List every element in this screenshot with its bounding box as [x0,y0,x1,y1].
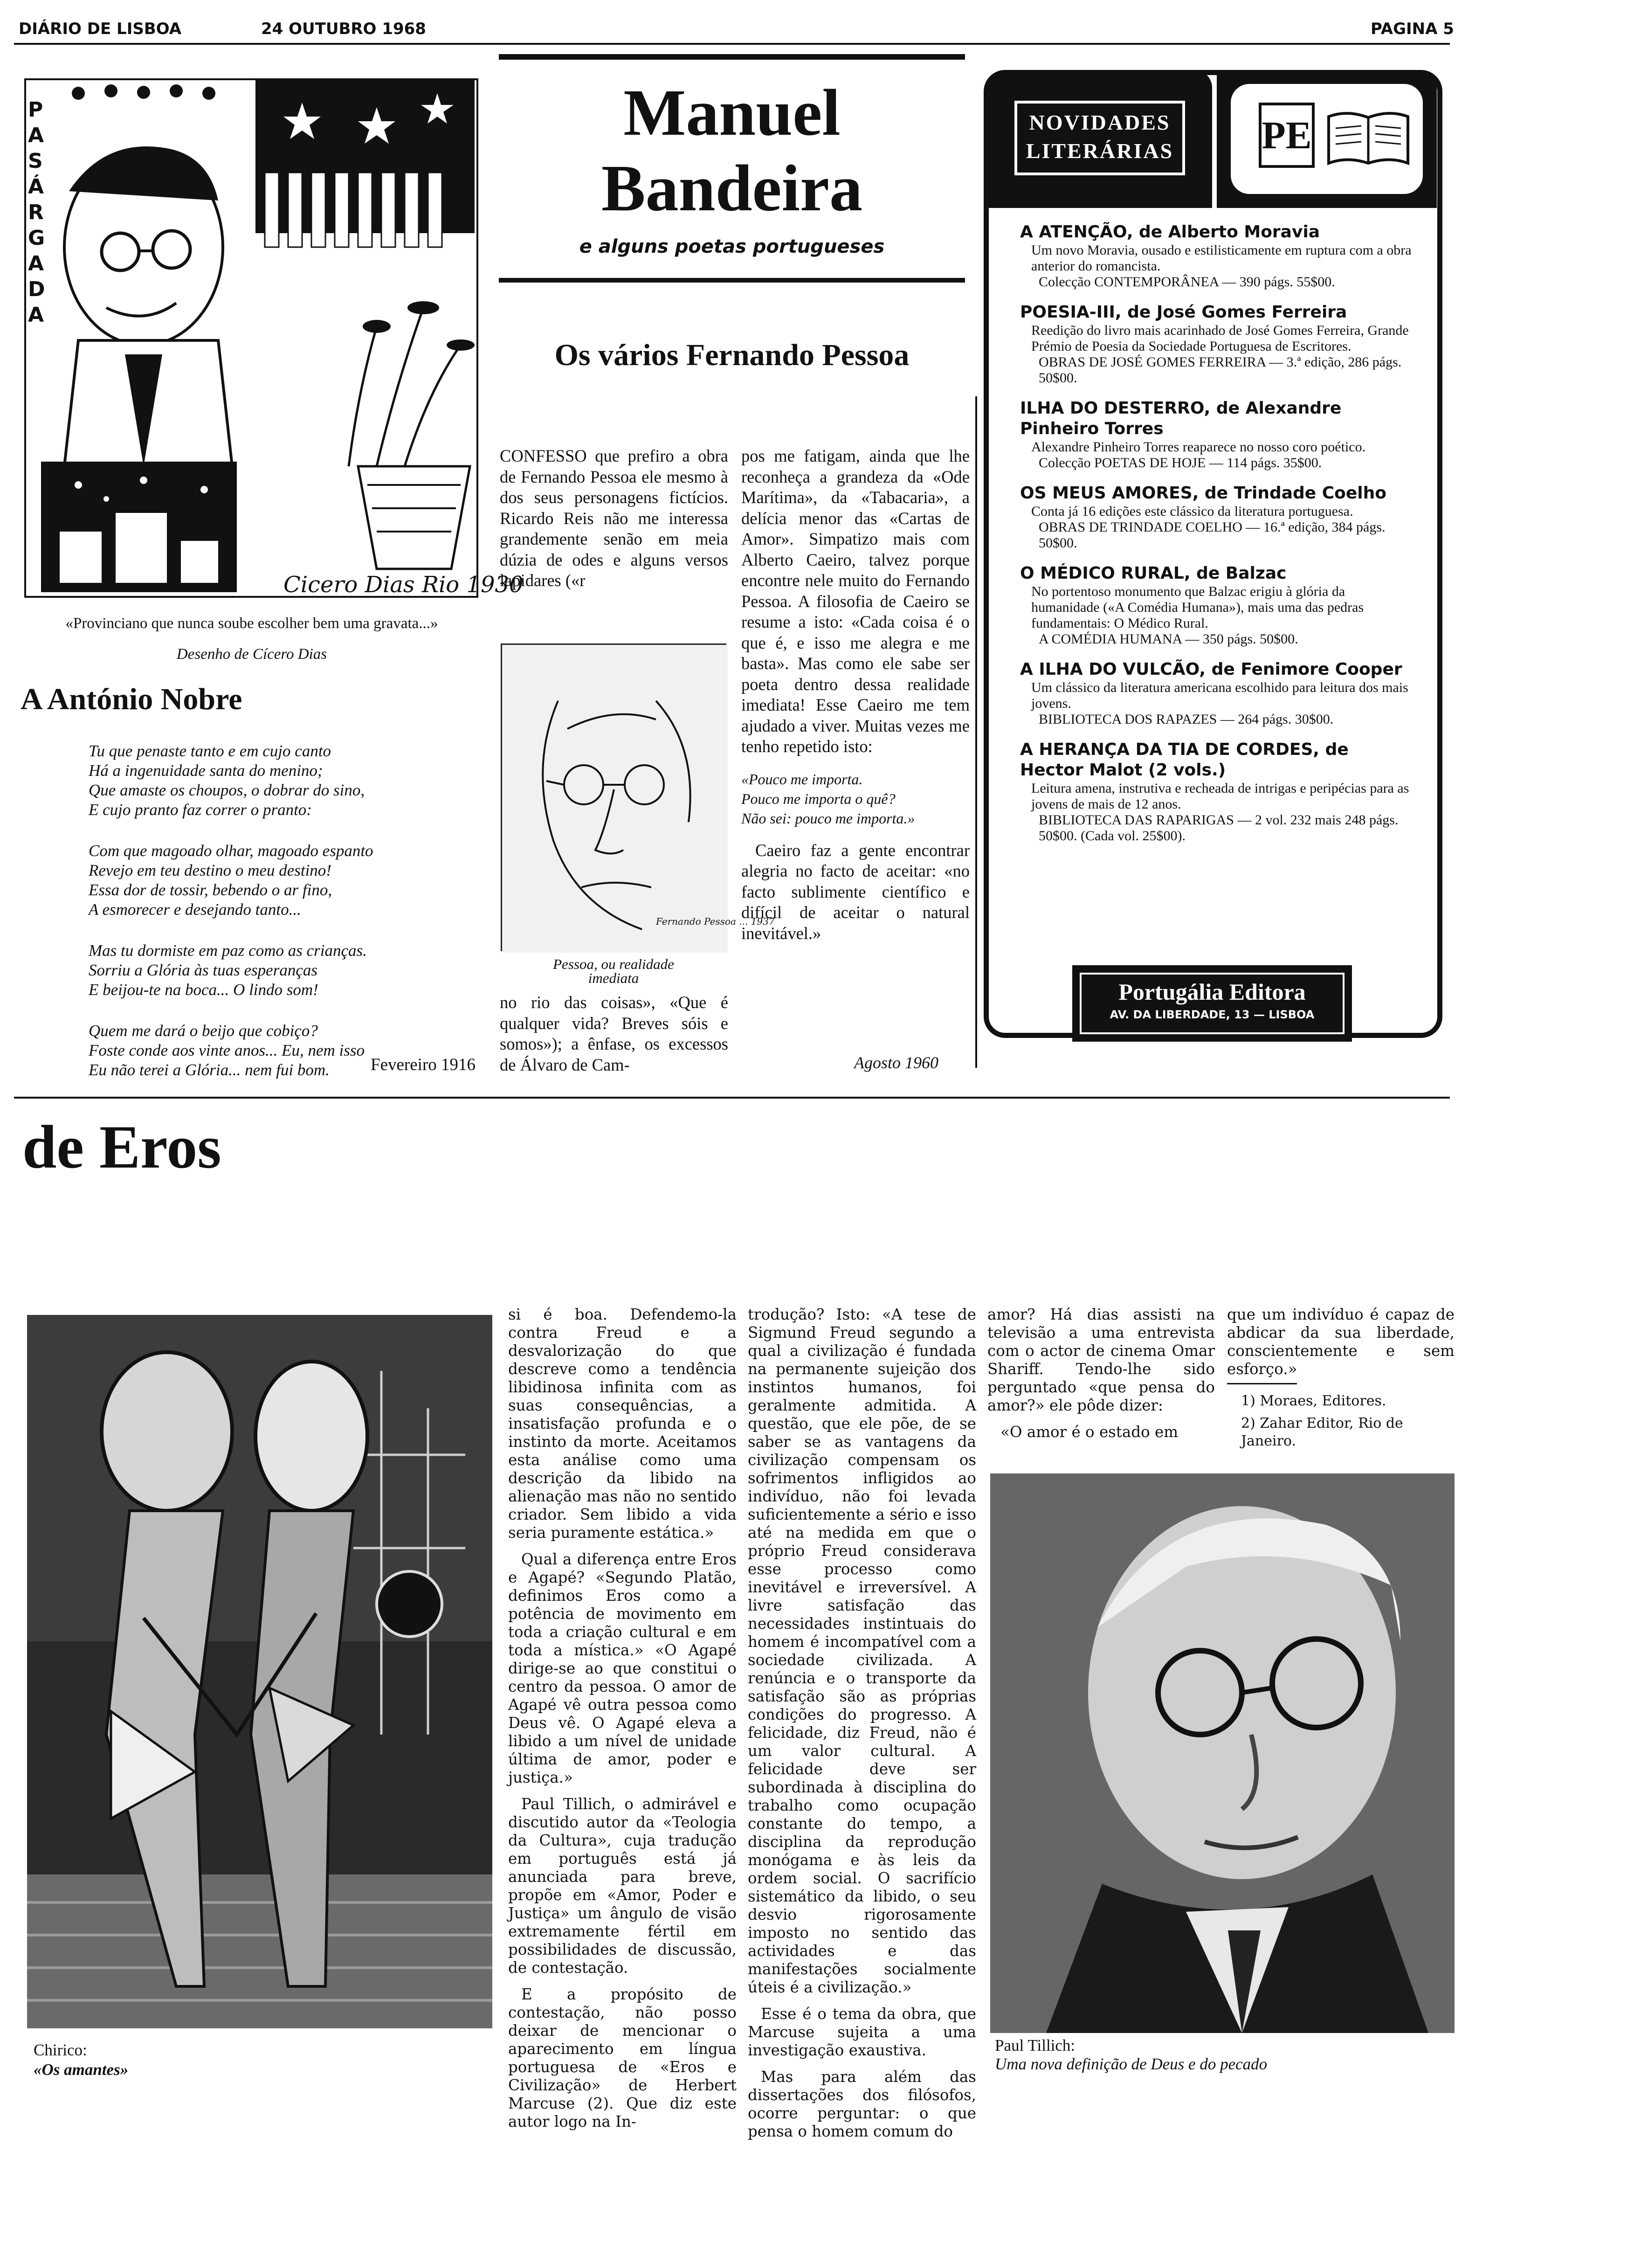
logo-inner [1231,84,1423,194]
footnote: 2) Zahar Editor, Rio de Janeiro. [1241,1415,1403,1449]
poem-stanza: Com que magoado olhar, magoado espanto Revejo em teu destino o meu destino! Essa dor de tossir, bebendo o ar fino, A esmorecer e desejando tanto... [89,842,373,919]
feature-title-2: Bandeira [601,151,863,225]
tillich-caption-1: Paul Tillich: [995,2036,1076,2054]
drawing-credit: Desenho de Cícero Dias [176,646,327,663]
sketch-caption-2: imediata [588,970,639,986]
pessoa-sketch [501,643,775,951]
book-item: A ATENÇÃO, de Alberto Moravia Um novo Moravia, ousado e estilisticamente em ruptura com a obra anterior do romancista. Colecção CONTEMPORÂNEA — 390 págs. 55$00. [1020,222,1412,290]
svg-text:Á: Á [28,175,44,199]
publisher-address: AV. DA LIBERDADE, 13 — LISBOA [1110,1008,1315,1021]
poem-title: A António Nobre [21,682,242,716]
poem-body [89,741,480,1080]
svg-text:D: D [28,277,45,301]
poem-date: Fevereiro 1916 [371,1055,476,1074]
eros-col3: amor? Há dias assisti na televisão a uma entrevista com o actor de cinema Omar Shariff. Tendo-lhe sido perguntado «que pensa do amor?» ele pôde dizer: «O amor é o estado em [987,1306,1215,1441]
eros-headline: de Eros [22,1113,221,1181]
feature-col2 [741,446,970,944]
footnote-rule [1227,1383,1297,1384]
masthead-page: PAGINA 5 [1371,20,1454,38]
book-item: A ILHA DO VULCÃO, de Fenimore Cooper Um clássico da literatura americana escolhido para leitura dos mais jovens. BIBLIOTECA DOS RAPAZES — 264 págs. 30$00. [1020,660,1408,727]
poem-stanza: Tu que penaste tanto e em cujo canto Há a ingenuidade santa do menino; Que amaste os choupos, o dobrar do sino, E cujo pranto faz correr o pranto: [89,742,365,819]
badge-box [1014,101,1185,175]
logo-panel [1217,70,1437,208]
feature-col1-top: CONFESSO que prefiro a obra de Fernando Pessoa ele mesmo à dos seus personagens fictícios. Ricardo Reis não me interessa grandemente senão em meia dúzia de odes e alguns versos lapidares («r [500,446,728,590]
masthead-rule [14,43,1450,45]
book-item: A HERANÇA DA TIA DE CORDES, de Hector Malot (2 vols.) Leitura amena, instrutiva e recheada de intrigas e peripécias para as jovens de mais de 12 anos. BIBLIOTECA DAS RAPARIGAS — 2 vol. 232 mais 248 págs. 50$00. (Cada vol. 25$00). [1020,740,1409,844]
cicero-dias-drawing [22,65,524,611]
advert-book-list [1020,222,1416,856]
drawing-signature: Cicero Dias Rio 1930 [283,572,524,598]
eros-col2: trodução? Isto: «A tese de Sigmund Freud segundo a qual a civilização é fundada na permanente sujeição dos instintos humanos, foi geralmente admitida. A questão, que ele põe, de se saber se as vantagens da civilização compensam os sofrimentos infligidos ao indivíduo, não foi levada suficientemente a sério e isso até na medida em que o próprio Freud considerava esse processo como inevitável e irreversível. A livre satisfação das necessidades instintuais do homem é incompatível com a sociedade civilizada. A renúncia e o transporte da satisfação são as próprias condições do progresso. A felicidade, diz Freud, não é um valor cultural. A felicidade deve ser subordinada à disciplina do trabalho como ocupação constante do tempo, a disciplina da reprodução monógama e às leis da ordem social. O sacrifício sistemático da libido, o seu desvio rigorosamente imposto no sentido das actividades e das manifestações socialmente úteis é a civilização.» Esse é o tema da obra, que Marcuse sujeita a uma investigação exaustiva. Mas para além das dissertações dos filósofos, ocorre perguntar: o que pensa o homem comum do [748,1306,976,2140]
feature-subtitle: e alguns poetas portugueses [579,236,885,257]
publisher-box [1072,965,1352,1042]
footnote: 1) Moraes, Editores. [1241,1393,1386,1409]
svg-text:R: R [28,201,44,224]
chirico-painting [27,1315,492,2028]
svg-text:A: A [28,252,44,276]
feature-top-rule [499,54,965,60]
book-item: POESIA-III, de José Gomes Ferreira Reedição do livro mais acarinhado de José Gomes Ferreira, Grande Prémio de Poesia da Sociedade Portuguesa de Escritores. OBRAS DE JOSÉ GOMES FERREIRA — 3.ª edição, 286 págs. 50$00. [1020,303,1409,386]
sketch-signature: Fernando Pessoa ... 1937 [656,916,775,927]
sketch-caption-1: Pessoa, ou realidade [553,956,674,972]
feature-col2-p1: pos me fatigam, ainda que lhe reconheça a grandeza da «Ode Marítima», da «Tabacaria», a delícia menor das «Cartas de Amor». Simpatizo mais com Alberto Caeiro, talvez porque encontre nele muito do Fernando Pessoa. A filosofia de Caeiro se resume a isto: «Cada coisa é o que é, e isso me alegra e me basta». Mas como ele sabe ser poeta dentro dessa realidade imediata! Esse Caeiro me tem ajudado a viver. Muitas vezes me tenho repetido isto: [741,446,970,756]
section-rule [14,1097,1450,1099]
article-title: Os vários Fernando Pessoa [554,338,910,372]
poem-stanza: Mas tu dormiste em paz como as crianças. Sorriu a Glória às tuas esperanças E beijou-te na boca... O lindo som! [89,941,367,999]
poem-stanza: Quem me dará o beijo que cobiço? Foste conde aos vinte anos... Eu, nem isso Eu não terei a Glória... nem fui bom. [89,1022,365,1079]
badge-line-1: NOVIDADES [1029,111,1171,134]
feature-mid-rule [499,278,965,283]
paul-tillich-photo [990,1473,1455,2033]
pouco-quote: «Pouco me importa. Pouco me importa o quê? Não sei: pouco me importa.» [741,770,915,827]
book-item: ILHA DO DESTERRO, de Alexandre Pinheiro Torres Alexandre Pinheiro Torres reaparece no nosso coro poético. Colecção POETAS DE HOJE — 114 págs. 35$00. [1020,399,1366,470]
book-item: O MÉDICO RURAL, de Balzac No portentoso monumento que Balzac erigiu à glória da humanidade («A Comédia Humana»), mais uma das pedras fundamentais: O Médico Rural. A COMÉDIA HUMANA — 350 págs. 50$00. [1020,564,1364,647]
open-book-icon [1324,107,1413,168]
eros-col4: que um indivíduo é capaz de abdicar da sua liberdade, conscientemente e sem esforço.» [1227,1306,1455,1378]
masthead-paper: DIÁRIO DE LISBOA [19,20,182,38]
publisher-logo-mark: PE [1259,103,1315,168]
pasargada-letter: P [28,98,43,122]
footnotes [1241,1392,1455,1450]
tillich-caption-2: Uma nova definição de Deus e do pecado [995,2055,1268,2073]
publisher-name: Portugália Editora [1118,979,1306,1005]
masthead-date: 24 OUTUBRO 1968 [261,20,426,38]
eros-col1: si é boa. Defendemo-la contra Freud e a desvalorização do que descreve como a tendência libidinosa infinita com as suas consequências, a insatisfação profunda e o instinto da morte. Aceitamos esta análise como uma descrição da libido na alienação mas não no sentido criador. Sem libido a vida seria puramente estática.» Qual a diferença entre Eros e Agapé? «Segundo Platão, definimos Eros como a potência de movimento em toda a criação cultural e em toda a mística.» «O Agapé dirige-se ao que constitui o centro da pessoa. O amor de Agapé vê outra pessoa como Deus vê. O Agapé eleva a libido a um nível de unidade última de amor, poder e justiça.» Paul Tillich, o admirável e discutido autor da «Teologia da Cultura», cuja tradução em português está já anunciada para breve, propõe em «Amor, Poder e Justiça» um ângulo de visão extremamente fértil em possibilidades de discussão, de contestação. E a propósito de contestação, não posso deixar de mencionar o aparecimento em língua portuguesa de «Eros e Civilização» de Herbert Marcuse (2). Que diz este autor logo na In- [508,1306,737,2130]
book-item: OS MEUS AMORES, de Trindade Coelho Conta já 16 edições este clássico da literatura portuguesa. OBRAS DE TRINDADE COELHO — 16.ª edição, 384 págs. 50$00. [1020,484,1387,551]
svg-text:S: S [28,149,43,173]
svg-text:A: A [28,303,44,327]
feature-date: Agosto 1960 [854,1053,939,1072]
chirico-caption-2: «Os amantes» [34,2061,129,2079]
feature-col2-p2: Caeiro faz a gente encontrar alegria no facto de aceitar: «no facto sublimente científico e difícil de aceitar o natural inevitável.» [741,840,970,943]
badge-line-2: LITERÁRIAS [1026,139,1174,163]
svg-text:A: A [28,124,44,147]
drawing-caption: «Provinciano que nunca soube escolher bem uma gravata...» [65,615,438,632]
svg-text:G: G [28,226,45,250]
feature-col1-bottom: no rio das coisas», «Que é qualquer vida? Breves sóis e somos»); a ênfase, os excessos de Álvaro de Cam- [500,993,728,1074]
publisher-box-inner [1080,973,1345,1034]
feature-col-rule [975,396,977,1068]
feature-title-1: Manuel [623,76,841,149]
chirico-caption-1: Chirico: [34,2041,87,2059]
